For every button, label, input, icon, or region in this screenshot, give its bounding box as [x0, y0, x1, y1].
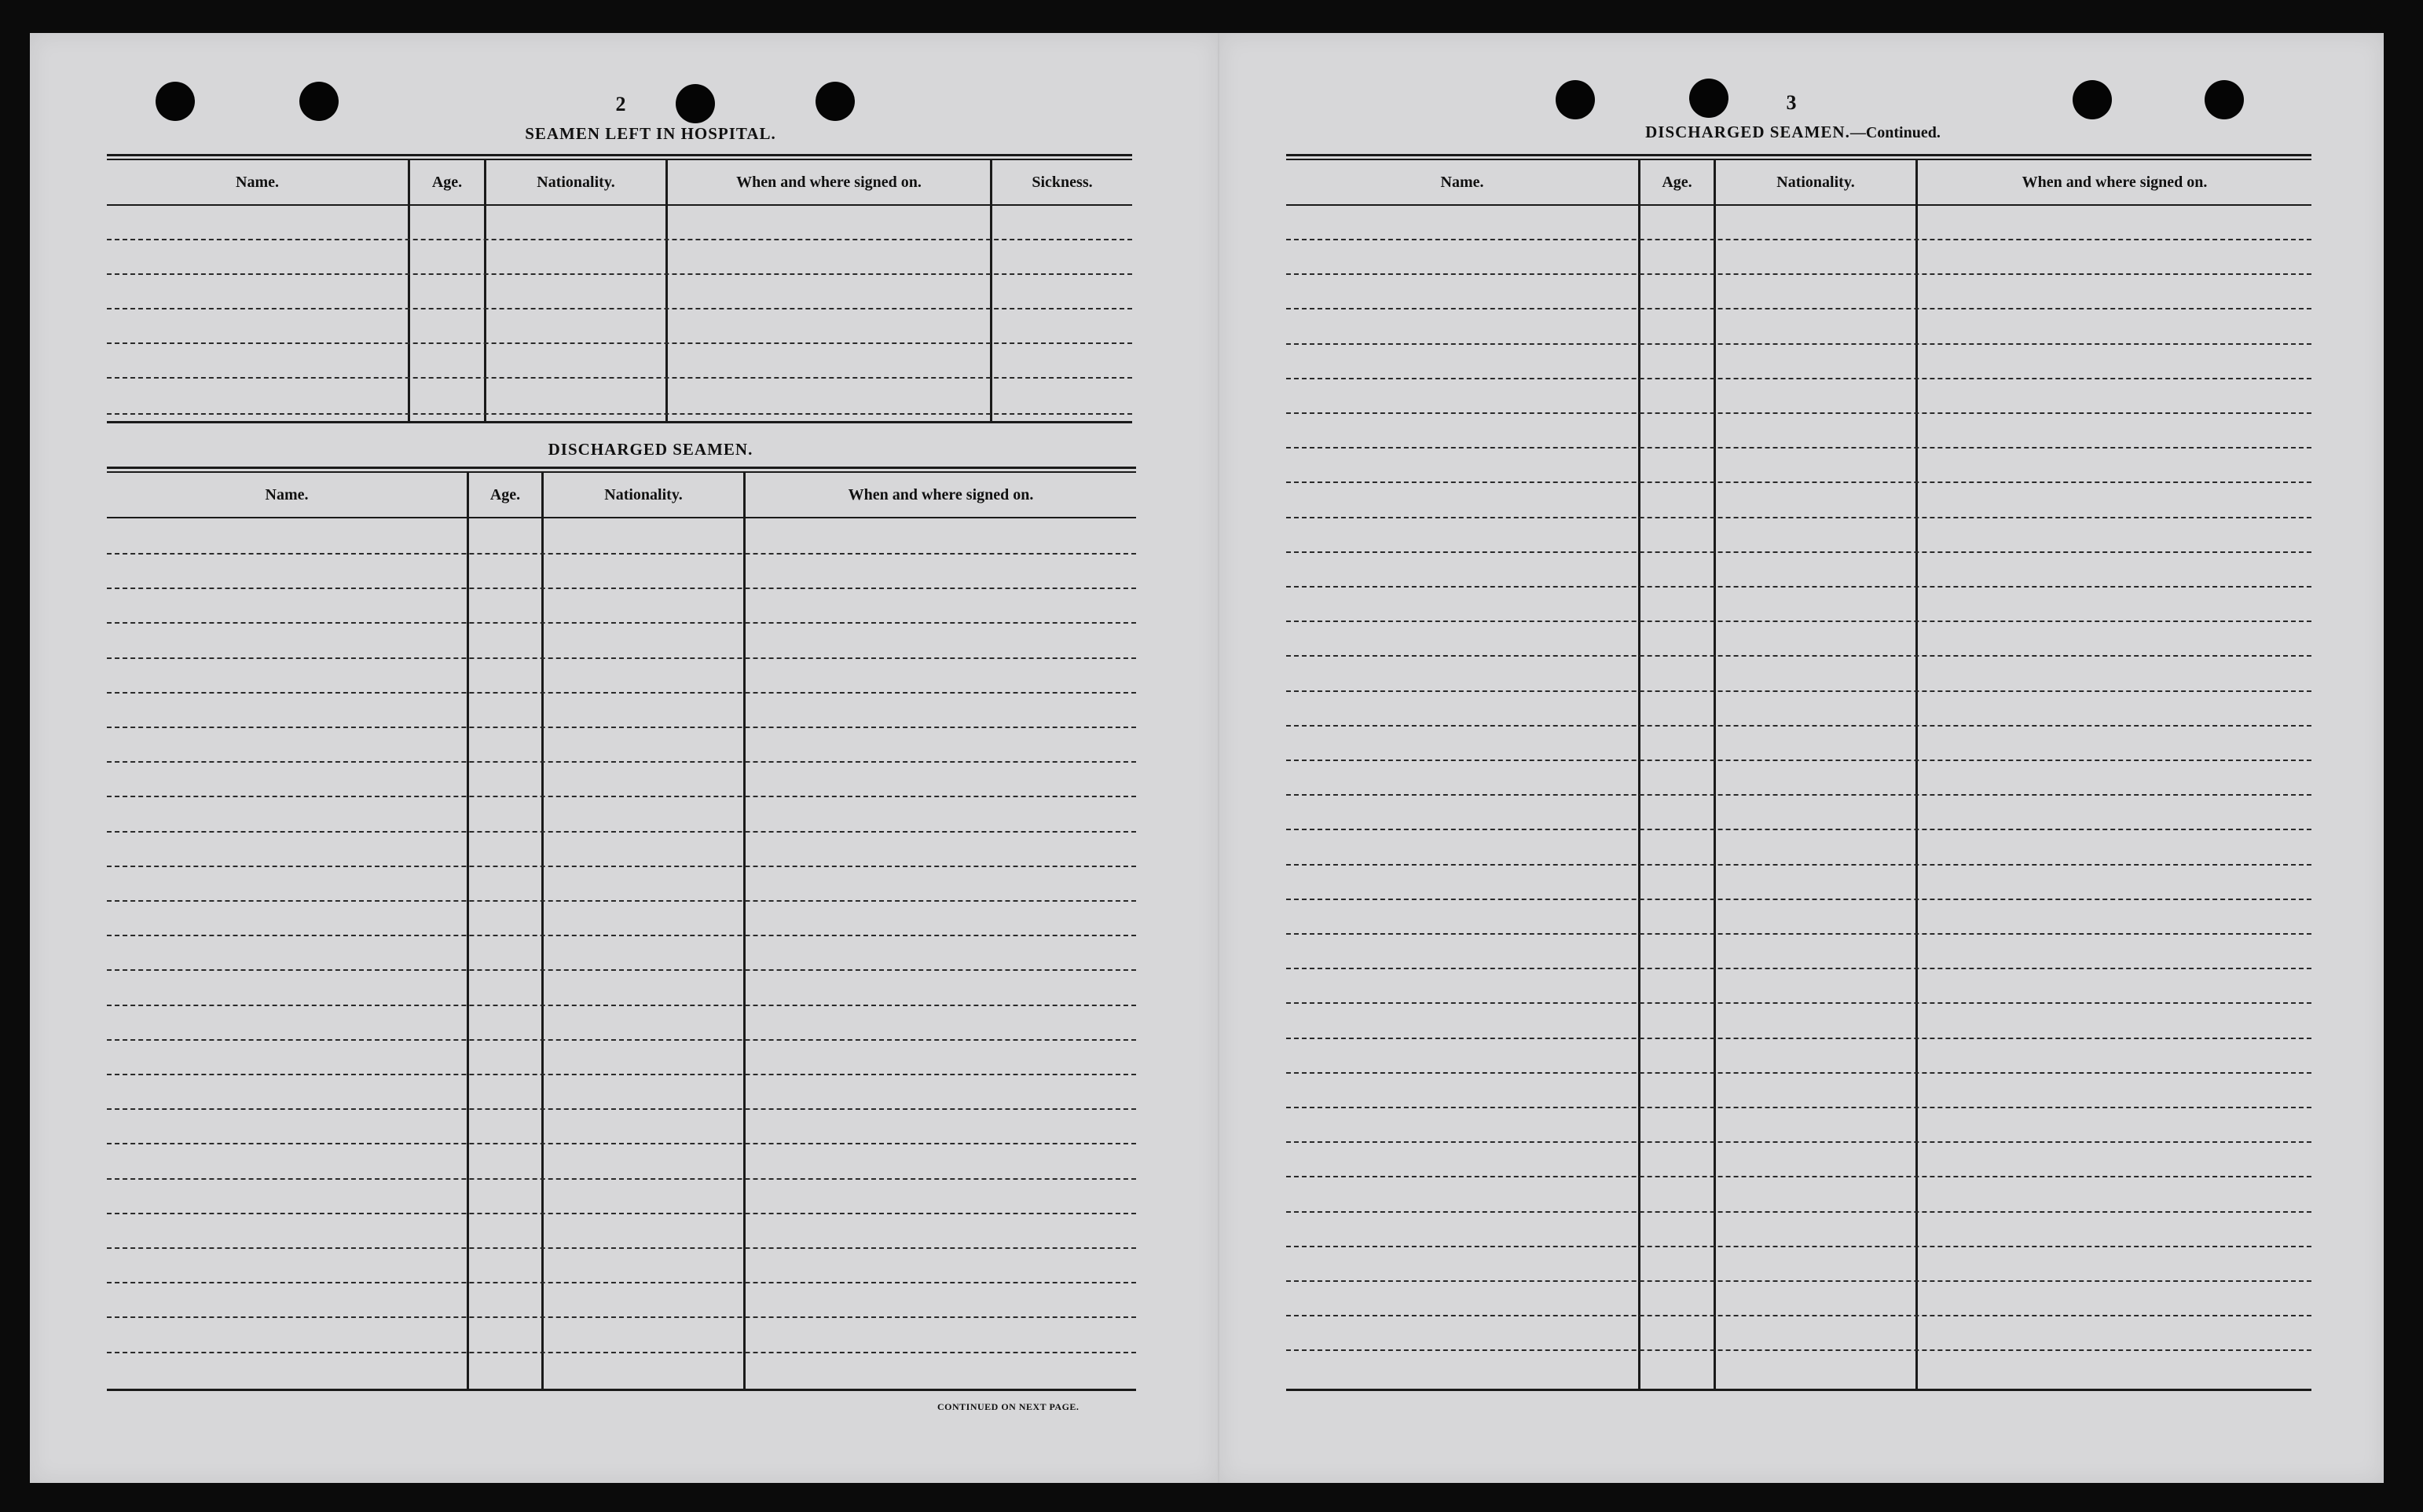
discharged-col-nationality: Nationality.	[604, 485, 683, 503]
ledger-row-line	[1286, 586, 2311, 588]
hospital-col-nationality: Nationality.	[537, 173, 615, 191]
discharged-col-name: Name.	[265, 485, 309, 503]
punch-hole-icon	[299, 82, 339, 121]
ledger-row-line	[1286, 1246, 2311, 1247]
ledger-row-line	[1286, 481, 2311, 483]
discharged-continued-title	[1573, 123, 2013, 142]
ledger-row-line	[1286, 551, 2311, 553]
right-col-age: Age.	[1662, 173, 1692, 191]
hospital-col-age: Age.	[431, 173, 463, 191]
page-number: 2	[615, 93, 626, 115]
ledger-row-line	[107, 1108, 1136, 1110]
hospital-col-name: Name.	[236, 173, 279, 191]
page-number: 3	[1786, 91, 1797, 114]
left-page	[30, 33, 1218, 1483]
ledger-row-line	[1286, 760, 2311, 761]
ledger-row-line	[1286, 1315, 2311, 1316]
ledger-row-line	[1286, 308, 2311, 309]
ledger-row-line	[107, 1316, 1136, 1318]
ledger-row-line	[107, 969, 1136, 971]
right-page	[1218, 33, 2384, 1483]
hospital-section-title: SEAMEN LEFT IN HOSPITAL.	[525, 124, 776, 143]
hospital-col-sickness: Sickness.	[1032, 173, 1093, 191]
ledger-row-line	[1286, 864, 2311, 866]
hospital-col-signed-on: When and where signed on.	[736, 173, 922, 191]
ledger-row-line	[107, 831, 1136, 833]
discharged-table-right	[1286, 154, 2311, 1450]
punch-hole-icon	[1556, 80, 1595, 119]
continued-suffix: —Continued.	[1849, 124, 1941, 141]
discharged-title-text: DISCHARGED SEAMEN.	[1645, 123, 1850, 141]
ledger-row-line	[1286, 621, 2311, 622]
ledger-row-line	[1286, 412, 2311, 414]
hospital-table	[107, 154, 1132, 460]
ledger-row-line	[1286, 725, 2311, 727]
ledger-row-line	[1286, 690, 2311, 692]
ledger-row-line	[1286, 899, 2311, 900]
ledger-row-line	[1286, 933, 2311, 935]
ledger-row-line	[1286, 655, 2311, 657]
right-col-nationality: Nationality.	[1776, 173, 1855, 191]
ledger-row-line	[1286, 273, 2311, 275]
ledger-row-line	[1286, 343, 2311, 345]
ledger-row-line	[1286, 447, 2311, 448]
ledger-row-line	[107, 1005, 1136, 1006]
ledger-row-line	[107, 866, 1136, 867]
ledger-row-line	[1286, 1107, 2311, 1108]
right-col-signed-on: When and where signed on.	[2022, 173, 2208, 191]
ledger-row-line	[1286, 968, 2311, 969]
ledger-row-line	[1286, 1038, 2311, 1039]
discharged-table-left	[107, 467, 1136, 1448]
ledger-row-line	[1286, 1002, 2311, 1004]
ledger-row-line	[1286, 1280, 2311, 1282]
continued-note: CONTINUED ON NEXT PAGE.	[937, 1401, 1080, 1412]
right-col-name: Name.	[1440, 173, 1484, 191]
ledger-row-line	[107, 1282, 1136, 1283]
ledger-row-line	[107, 1143, 1136, 1144]
punch-hole-icon	[2205, 80, 2244, 119]
ledger-row-line	[1286, 794, 2311, 796]
ledger-row-line	[1286, 829, 2311, 830]
punch-hole-icon	[1689, 79, 1728, 118]
ledger-row-line	[107, 935, 1136, 936]
ledger-row-line	[107, 1178, 1136, 1180]
ledger-row-line	[107, 1247, 1136, 1249]
ledger-row-line	[107, 727, 1136, 728]
ledger-row-line	[1286, 1176, 2311, 1177]
ledger-row-line	[107, 1039, 1136, 1041]
ledger-row-line	[107, 1352, 1136, 1353]
ledger-row-line	[107, 657, 1136, 659]
discharged-col-signed-on: When and where signed on.	[848, 485, 1034, 503]
ledger-row-line	[1286, 517, 2311, 518]
punch-hole-icon	[2073, 80, 2112, 119]
discharged-section-title: DISCHARGED SEAMEN.	[548, 440, 753, 459]
ledger-row-line	[1286, 1141, 2311, 1143]
ledger-row-line	[107, 588, 1136, 589]
ledger-row-line	[107, 622, 1136, 624]
ledger-row-line	[1286, 239, 2311, 240]
ledger-row-line	[107, 1074, 1136, 1075]
ledger-row-line	[1286, 378, 2311, 379]
ledger-row-line	[1286, 1211, 2311, 1213]
ledger-row-line	[107, 553, 1136, 555]
ledger-row-line	[107, 692, 1136, 694]
ledger-row-line	[107, 1213, 1136, 1214]
punch-hole-icon	[676, 84, 715, 123]
punch-hole-icon	[816, 82, 855, 121]
punch-hole-icon	[156, 82, 195, 121]
ledger-row-line	[1286, 1072, 2311, 1074]
ledger-row-line	[107, 761, 1136, 763]
ledger-row-line	[107, 796, 1136, 797]
ledger-row-line	[107, 900, 1136, 902]
discharged-col-age: Age.	[489, 485, 521, 503]
ledger-row-line	[1286, 1349, 2311, 1351]
